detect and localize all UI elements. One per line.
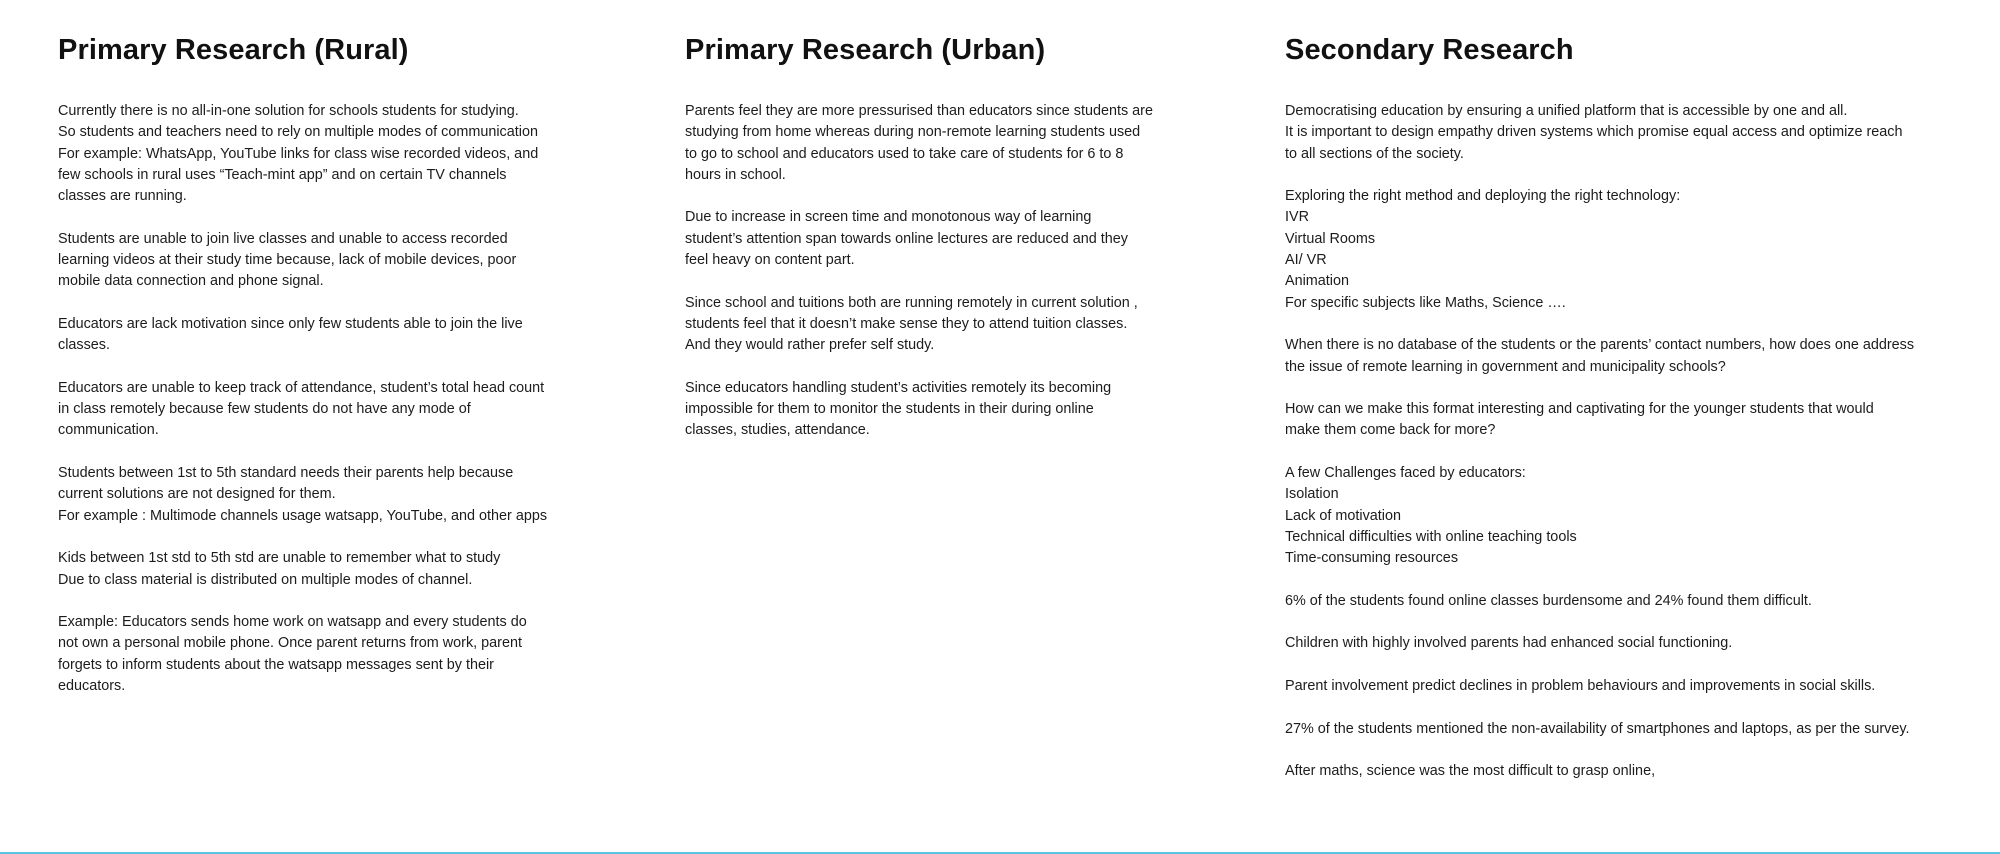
text-line: educators. [58, 678, 126, 695]
text-line: make them come back for more? [1285, 422, 1496, 439]
text-line: For example : Multimode channels usage watsapp, YouTube, and other apps [58, 507, 548, 524]
text-line: A few Challenges faced by educators: [1285, 465, 1526, 482]
paragraph [58, 463, 618, 527]
text-line: Due to class material is distributed on multiple modes of channel. [58, 571, 473, 588]
text-line: Due to increase in screen time and monotonous way of learning [685, 209, 1092, 226]
text-line: Virtual Rooms [1285, 230, 1376, 247]
text-line: For example: WhatsApp, YouTube links for class wise recorded videos, and [58, 145, 539, 162]
paragraph [685, 207, 1205, 271]
text-line: For specific subjects like Maths, Science …. [1285, 294, 1566, 311]
text-line: Exploring the right method and deploying the right technology: [1285, 188, 1681, 205]
paragraph [685, 378, 1205, 442]
text-line: classes. [58, 337, 110, 354]
paragraph [58, 229, 618, 293]
paragraph [1285, 399, 1990, 442]
paragraph [1285, 463, 1990, 569]
text-line: Example: Educators sends home work on watsapp and every students do [58, 614, 527, 631]
text-line: student’s attention span towards online lectures are reduced and they [685, 230, 1128, 247]
text-line: current solutions are not designed for them. [58, 486, 336, 503]
text-line: Since school and tuitions both are running remotely in current solution , [685, 294, 1138, 311]
text-line: 6% of the students found online classes burdensome and 24% found them difficult. [1285, 592, 1812, 609]
text-line: students feel that it doesn’t make sense they to attend tuition classes. [685, 315, 1128, 332]
paragraph [58, 612, 618, 697]
text-line: Educators are lack motivation since only few students able to join the live [58, 315, 523, 332]
paragraph [1285, 633, 1990, 654]
paragraph [58, 314, 618, 357]
text-line: When there is no database of the students or the parents’ contact numbers, how does one address [1285, 337, 1915, 354]
paragraph [685, 101, 1205, 186]
text-line: IVR [1285, 209, 1309, 226]
text-line: 27% of the students mentioned the non-availability of smartphones and laptops, as per the survey. [1285, 720, 1910, 737]
text-line: classes are running. [58, 188, 187, 205]
text-line: learning videos at their study time because, lack of mobile devices, poor [58, 252, 517, 269]
text-line: Currently there is no all-in-one solution for schools students for studying. [58, 103, 519, 119]
text-line: forgets to inform students about the watsapp messages sent by their [58, 656, 494, 673]
text-line: not own a personal mobile phone. Once parent returns from work, parent [58, 635, 522, 652]
text-line: Lack of motivation [1285, 507, 1401, 524]
paragraph [1285, 101, 1990, 165]
paragraph [1285, 676, 1990, 697]
text-line: few schools in rural uses “Teach-mint app” and on certain TV channels [58, 166, 507, 183]
text-line: Children with highly involved parents had enhanced social functioning. [1285, 635, 1733, 652]
text-line: It is important to design empathy driven systems which promise equal access and optimize reach [1285, 124, 1903, 141]
text-line: feel heavy on content part. [685, 252, 855, 269]
section-title-secondary: Secondary Research [1285, 34, 1574, 66]
text-line: Technical difficulties with online teaching tools [1285, 528, 1577, 545]
text-line: How can we make this format interesting and captivating for the younger students that would [1285, 401, 1874, 418]
text-line: Kids between 1st std to 5th std are unable to remember what to study [58, 550, 501, 567]
text-line: Since educators handling student’s activities remotely its becoming [685, 379, 1112, 396]
text-line: communication. [58, 422, 159, 439]
text-line: Students are unable to join live classes and unable to access recorded [58, 230, 508, 247]
text-line: Parents feel they are more pressurised than educators since students are [685, 103, 1153, 119]
text-line: Animation [1285, 273, 1349, 290]
section-body-secondary [1285, 101, 1990, 804]
section-body-rural [58, 101, 618, 719]
paragraph [58, 101, 618, 207]
text-line: the issue of remote learning in government and municipality schools? [1285, 358, 1726, 375]
paragraph [1285, 719, 1990, 740]
text-line: Parent involvement predict declines in problem behaviours and improvements in social skills. [1285, 678, 1876, 695]
text-line: After maths, science was the most difficult to grasp online, [1285, 763, 1656, 780]
text-line: AI/ VR [1285, 252, 1327, 269]
text-line: Educators are unable to keep track of attendance, student’s total head count [58, 379, 545, 396]
text-line: And they would rather prefer self study. [685, 337, 935, 354]
text-line: studying from home whereas during non-remote learning students used [685, 124, 1141, 141]
text-line: hours in school. [685, 166, 786, 183]
paragraph [1285, 186, 1990, 314]
paragraph [1285, 591, 1990, 612]
text-line: Democratising education by ensuring a unified platform that is accessible by one and all. [1285, 103, 1848, 119]
text-line: Students between 1st to 5th standard needs their parents help because [58, 465, 514, 482]
text-line: in class remotely because few students do not have any mode of [58, 401, 471, 418]
section-title-urban: Primary Research (Urban) [685, 34, 1046, 66]
paragraph [685, 293, 1205, 357]
paragraph [1285, 335, 1990, 378]
paragraph [58, 548, 618, 591]
text-line: Time-consuming resources [1285, 550, 1459, 567]
paragraph [58, 378, 618, 442]
text-line: Isolation [1285, 486, 1339, 503]
text-line: classes, studies, attendance. [685, 422, 870, 439]
text-line: mobile data connection and phone signal. [58, 273, 324, 290]
paragraph [1285, 761, 1990, 782]
text-line: impossible for them to monitor the students in their during online [685, 401, 1094, 418]
text-line: to go to school and educators used to take care of students for 6 to 8 [685, 145, 1124, 162]
text-line: to all sections of the society. [1285, 145, 1464, 162]
text-line: So students and teachers need to rely on multiple modes of communication [58, 124, 538, 141]
section-title-rural: Primary Research (Rural) [58, 34, 409, 66]
section-body-urban [685, 101, 1205, 463]
